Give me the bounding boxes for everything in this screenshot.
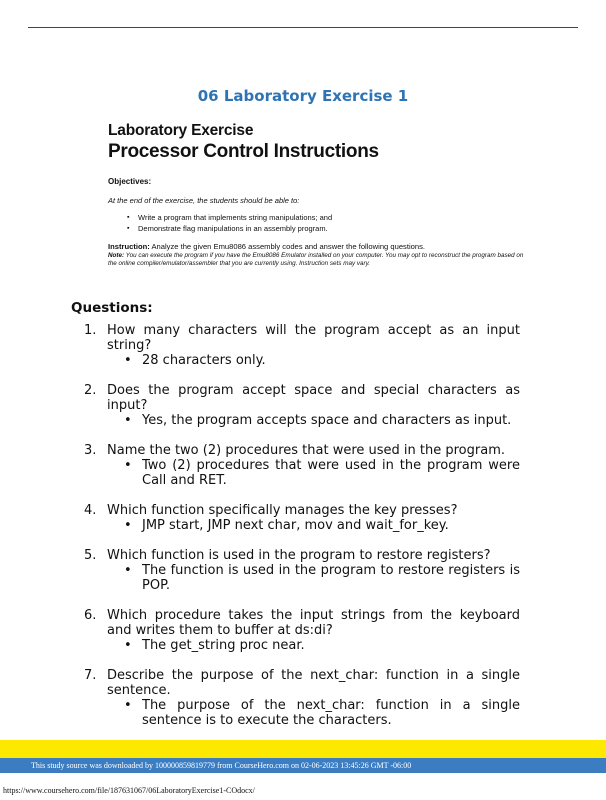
question-item — [84, 443, 520, 488]
question-text: Which function is used in the program to restore registers? — [107, 548, 491, 563]
question-item — [84, 548, 520, 593]
question-text: Name the two (2) procedures that were used in the program. — [107, 443, 505, 458]
question-text: How many characters will the program accept as an input string? — [107, 323, 520, 353]
question-number: 1. — [84, 323, 97, 338]
note-text: You can execute the program if you have the Emu8086 Emulator installed on your computer. You may opt to reconstruct the program based on the online compiler/emulator/assembler that you are currently using. Instruction sets may vary. — [108, 252, 524, 267]
header-rule — [28, 27, 578, 28]
question-text: Does the program accept space and special characters as input? — [107, 383, 520, 413]
instruction-text: Analyze the given Emu8086 assembly codes and answer the following questions. — [149, 242, 425, 251]
question-item — [84, 608, 520, 653]
question-text: Which procedure takes the input strings from the keyboard and writes them to buffer at ds:di? — [107, 608, 520, 638]
question-number: 4. — [84, 503, 97, 518]
questions-heading: Questions: — [71, 300, 153, 316]
question-item — [84, 668, 520, 728]
objectives-list — [108, 212, 528, 234]
question-number: 6. — [84, 608, 97, 623]
objectives-heading: Objectives: — [108, 177, 152, 186]
source-url[interactable]: https://www.coursehero.com/file/187631067/06LaboratoryExercise1-COdocx/ — [3, 786, 255, 795]
answer-text: • 28 characters only. — [124, 353, 520, 368]
exercise-kicker: Laboratory Exercise — [108, 122, 254, 139]
instruction-label: Instruction: — [108, 242, 150, 251]
answer-text: • The get_string proc near. — [124, 638, 520, 653]
objective-item: ▪ Demonstrate flag manipulations in an assembly program. — [128, 223, 528, 234]
answer-text: • Two (2) procedures that were used in the program were Call and RET. — [124, 458, 520, 488]
question-number: 2. — [84, 383, 97, 398]
question-item — [84, 503, 520, 533]
answer-text: • The purpose of the next_char: function in a single sentence is to execute the characters. — [124, 698, 520, 728]
question-text: Which function specifically manages the key presses? — [107, 503, 458, 518]
document-title: 06 Laboratory Exercise 1 — [197, 87, 409, 105]
question-item — [84, 323, 520, 368]
answer-text: • JMP start, JMP next char, mov and wait_for_key. — [124, 518, 520, 533]
question-number: 3. — [84, 443, 97, 458]
answer-text: • Yes, the program accepts space and characters as input. — [124, 413, 520, 428]
instruction-line — [108, 242, 528, 251]
footer-highlight-bar — [0, 740, 606, 758]
embedded-exercise-image — [108, 122, 528, 268]
question-number: 5. — [84, 548, 97, 563]
question-item — [84, 383, 520, 428]
question-text: Describe the purpose of the next_char: function in a single sentence. — [107, 668, 520, 698]
question-number: 7. — [84, 668, 97, 683]
exercise-heading: Processor Control Instructions — [108, 141, 379, 162]
questions-list — [84, 323, 520, 728]
answer-text: • The function is used in the program to restore registers is POP. — [124, 563, 520, 593]
objective-item: ▪ Write a program that implements string manipulations; and — [128, 212, 528, 223]
note-label: Note: — [108, 252, 125, 259]
download-notice-bar — [0, 758, 606, 773]
download-notice: This study source was downloaded by 100000859819779 from CourseHero.com on 02-06-2023 13:45:26 GMT -06:00 — [31, 761, 412, 770]
note-line — [108, 252, 528, 268]
objectives-intro: At the end of the exercise, the students should be able to: — [108, 196, 300, 205]
